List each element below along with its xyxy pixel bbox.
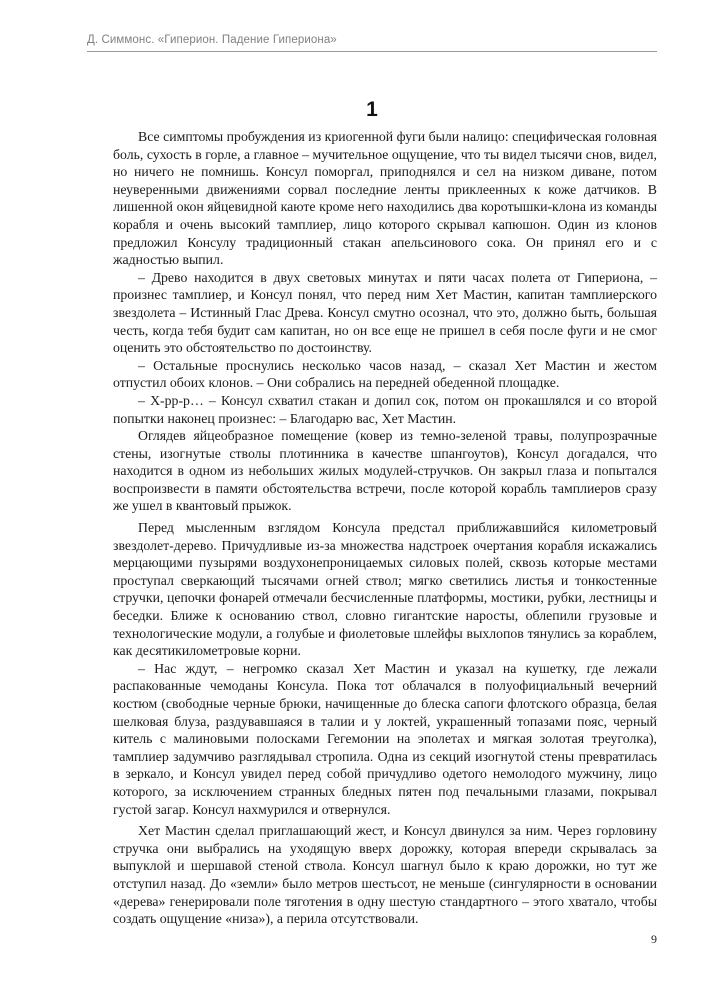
chapter-body [113, 128, 657, 928]
paragraph: – Нас ждут, – негромко сказал Хет Мастин и указал на кушетку, где лежали распакованные чемоданы Консула. Пока тот облачался в полуофициальный вечерний костюм (свободные черные брюки, начищенные до блеска сапоги флотского образца, белая шелковая блуза, раздувавшаяся в талии и у локтей, украшенный топазами пояс, черный китель с малиновыми полосками Гегемонии на эполетах и мягкая золотая треуголка), тамплиер задумчиво разглядывал стропила. Одна из секций изогнутой стены превратилась в зеркало, и Консул увидел перед собой причудливо одетого немолодого мужчину, лицо которого, за исключением странных бледных пятен под печальными глазами, покрывал густой загар. Консул нахмурился и отвернулся. [113, 660, 657, 817]
header-divider [87, 51, 657, 52]
chapter-number: 1 [366, 98, 378, 121]
paragraph: Оглядев яйцеобразное помещение (ковер из темно-зеленой травы, полупрозрачные стены, изогнутые стволы плотинника в качестве шпангоутов), Консул догадался, что находится в одном из небольших жилых модулей-стручков. Он закрыл глаза и попытался воспроизвести в памяти обстоятельства встречи, после которой корабль тамплиеров сразу же ушел в квантовый прыжок. [113, 428, 657, 514]
page-number: 9 [651, 932, 657, 946]
paragraph: Хет Мастин сделал приглашающий жест, и Консул двинулся за ним. Через горловину стручка они выбрались на уходящую вверх дорожку, которая впереди скрывалась за выпуклой и шершавой стеной ствола. Консул шагнул было к краю дорожки, но тут же отступил назад. До «земли» было метров шестьсот, не меньше (сингулярности в основании «дерева» генерировали поле тяготения в одну шестую стандартного – этого хватало, чтобы создать ощущение «низа»), а перила отсутствовали. [113, 823, 657, 927]
paragraph: – Древо находится в двух световых минутах и пяти часах полета от Гипериона, – произнес тамплиер, и Консул понял, что перед ним Хет Мастин, капитан тамплиерского звездолета – Истинный Глас Древа. Консул смутно осознал, что это, должно быть, большая честь, когда тебя будит сам капитан, но он все еще не пришел в себя после фуги и не смог оценить это обстоятельство по достоинству. [113, 269, 657, 356]
paragraph: – Х-рр-р… – Консул схватил стакан и допил сок, потом он прокашлялся и со второй попытки наконец произнес: – Благодарю вас, Хет Мастин. [113, 392, 657, 426]
paragraph: Все симптомы пробуждения из криогенной фуги были налицо: специфическая головная боль, сухость в горле, а главное – мучительное ощущение, что ты видел тысячи снов, видел, но ничего не помнишь. Консул поморгал, приподнялся и сел на низком диване, потом неуверенными движениями сорвал последние ленты приклеенных к коже датчиков. В лишенной окон яйцевидной каюте кроме него находились два коротышки-клона из команды корабля и очень высокий тамплиер, лицо которого скрывал капюшон. Один из клонов предложил Консулу традиционный стакан апельсинового сока. Он принял его и с жадностью выпил. [113, 129, 657, 268]
paragraph: – Остальные проснулись несколько часов назад, – сказал Хет Мастин и жестом отпустил обоих клонов. – Они собрались на передней обеденной площадке. [113, 357, 657, 391]
running-header: Д. Симмонс. «Гиперион. Падение Гипериона» [87, 34, 337, 46]
paragraph: Перед мысленным взглядом Консула предстал приближавшийся километровый звездолет-дерево. Причудливые из-за множества надстроек очертания корабля искажались мерцающими пузырями воздухонепроницаемых силовых полей, сквозь которые местами проступал сверкающий тысячами огней ствол; мягко светились листья и тонкостенные стручки, цепочки фонарей отмечали бесчисленные платформы, мостики, рубки, лестницы и беседки. Ближе к основанию ствол, словно гигантские наросты, облепили грузовые и технологические модули, а голубые и фиолетовые шлейфы выхлопов тянулись за кораблем, как десятикилометровые корни. [113, 520, 657, 659]
